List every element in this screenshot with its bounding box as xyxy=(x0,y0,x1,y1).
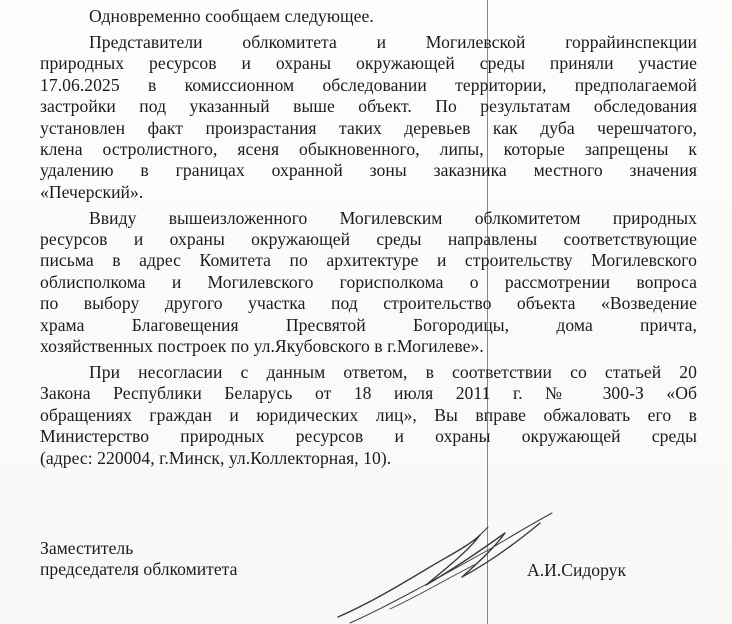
letter-body xyxy=(40,6,697,474)
intro-paragraph xyxy=(40,6,697,27)
handwritten-signature xyxy=(330,505,560,624)
paragraph-appeal-rights xyxy=(40,362,697,469)
paragraph-inspection xyxy=(40,32,697,203)
text-line: (адрес: 220004, г.Минск, ул.Коллекторная, 10). xyxy=(40,447,392,468)
text-line: Министерство природных ресурсов и охраны окружающей среды xyxy=(40,426,697,447)
signature-position xyxy=(40,538,237,581)
text-line: застройки под указанный выше объект. По результатам обследования xyxy=(40,96,697,117)
text-line: Закона Республики Беларусь от 18 июля 2011 г. № 300-З «Об xyxy=(40,383,697,404)
intro-line: Одновременно сообщаем следующее. xyxy=(89,6,374,26)
text-line: хозяйственных построек по ул.Якубовского в г.Могилеве». xyxy=(40,336,484,357)
text-line: 17.06.2025 в комиссионном обследовании территории, предполагаемой xyxy=(40,74,697,95)
text-line: установлен факт произрастания таких деревьев как дуба черешчатого, xyxy=(40,117,697,138)
text-line: ресурсов и охраны окружающей среды направлены соответствующие xyxy=(40,229,697,250)
text-line: облисполкома и Могилевского горисполкома о рассмотрении вопроса xyxy=(40,271,697,292)
text-line: «Печерский». xyxy=(40,181,144,202)
text-line: удалению в границах охранной зоны заказника местного значения xyxy=(40,160,697,181)
paragraph-letters-sent xyxy=(40,208,697,358)
text-line: При несогласии с данным ответом, в соответствии со статьей 20 xyxy=(89,362,697,382)
position-title-line-2: председателя облкомитета xyxy=(40,559,238,580)
text-line: храма Благовещения Пресвятой Богородицы, дома причта, xyxy=(40,314,697,335)
text-line: Ввиду вышеизложенного Могилевским облкомитетом природных xyxy=(89,207,697,228)
text-line: клена остролистного, ясеня обыкновенного, липы, которые запрещены к xyxy=(40,138,697,159)
signer-name: А.И.Сидорук xyxy=(527,560,627,580)
text-line: по выбору другого участка под строительство объекта «Возведение xyxy=(40,293,697,314)
position-title-line-1: Заместитель xyxy=(40,538,134,558)
text-line: природных ресурсов и охраны окружающей среды приняли участие xyxy=(40,53,697,74)
text-line: обращениях граждан и юридических лиц», Вы вправе обжаловать его в xyxy=(40,404,697,425)
text-line: письма в адрес Комитета по архитектуре и строительству Могилевского xyxy=(40,250,697,271)
text-line: Представители облкомитета и Могилевской горрайинспекции xyxy=(89,31,697,52)
